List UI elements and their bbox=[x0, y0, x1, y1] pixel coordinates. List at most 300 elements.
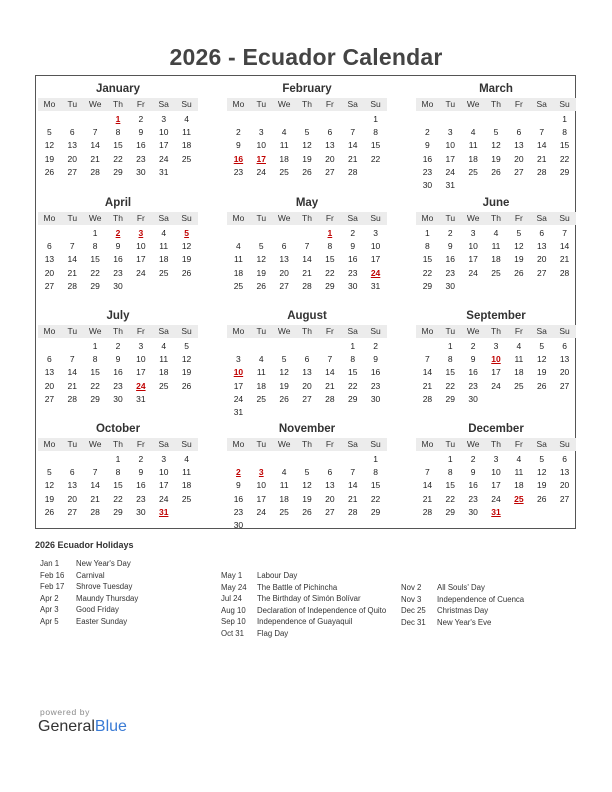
calendar-day: 1 bbox=[115, 454, 121, 464]
calendar-day: 17 bbox=[445, 153, 455, 164]
calendar-day: 19 bbox=[536, 480, 547, 491]
empty-cell bbox=[227, 453, 250, 466]
calendar-day: 21 bbox=[536, 153, 547, 164]
calendar-day: 13 bbox=[514, 140, 524, 151]
empty-cell bbox=[341, 113, 364, 126]
weekday-label: Fr bbox=[514, 213, 523, 223]
calendar-day: 23 bbox=[233, 506, 244, 517]
calendar-day: 12 bbox=[279, 367, 289, 378]
calendar-day: 3 bbox=[236, 354, 241, 365]
day-grid bbox=[416, 113, 576, 192]
calendar-day: 2 bbox=[138, 454, 144, 464]
calendar-day: 14 bbox=[422, 367, 433, 378]
holiday-name: Christmas Day bbox=[437, 606, 489, 615]
calendar-day: 17 bbox=[491, 480, 501, 491]
holiday-column bbox=[221, 570, 401, 639]
calendar-day: 25 bbox=[279, 506, 289, 517]
holiday-name: Shrove Tuesday bbox=[76, 582, 133, 591]
calendar-day: 22 bbox=[90, 267, 100, 278]
holiday-item bbox=[40, 604, 220, 616]
weekday-header bbox=[38, 98, 198, 111]
weekday-label: We bbox=[277, 439, 291, 449]
calendar-day: 3 bbox=[373, 228, 378, 238]
month-name: April bbox=[104, 197, 132, 209]
weekday-label: Fr bbox=[136, 326, 145, 336]
calendar-day: 30 bbox=[233, 519, 244, 530]
holiday-name: Independence of Guayaquil bbox=[257, 617, 353, 626]
calendar-day: 13 bbox=[67, 480, 77, 491]
calendar-day: 29 bbox=[113, 506, 123, 517]
calendar-day: 7 bbox=[425, 467, 430, 478]
calendar-day: 16 bbox=[113, 367, 123, 378]
empty-cell bbox=[38, 340, 61, 353]
calendar-day: 19 bbox=[44, 153, 55, 164]
calendar-day: 9 bbox=[138, 127, 144, 138]
calendar-day: 15 bbox=[370, 480, 381, 491]
holiday-item bbox=[221, 628, 401, 640]
day-grid bbox=[38, 227, 198, 293]
calendar-day: 5 bbox=[304, 127, 310, 138]
calendar-day: 3 bbox=[447, 127, 453, 138]
calendar-day: 22 bbox=[370, 493, 381, 504]
calendar-day: 1 bbox=[562, 114, 567, 124]
holiday-item bbox=[221, 593, 401, 605]
calendar-day: 9 bbox=[115, 241, 121, 252]
weekday-label: Sa bbox=[158, 99, 169, 109]
calendar-day: 9 bbox=[470, 467, 476, 478]
holiday-name: Independence of Cuenca bbox=[437, 594, 525, 604]
weekday-label: Tu bbox=[67, 99, 78, 109]
empty-cell bbox=[38, 453, 61, 466]
calendar-day: 13 bbox=[302, 367, 312, 378]
month-name: May bbox=[295, 197, 319, 209]
holiday-date: Nov 2 bbox=[401, 583, 422, 592]
month-name: September bbox=[466, 310, 526, 322]
calendar-day: 12 bbox=[536, 354, 547, 365]
weekday-label: Sa bbox=[158, 439, 169, 449]
calendar-day: 5 bbox=[516, 228, 522, 238]
calendar-day: 18 bbox=[514, 367, 524, 378]
weekday-label: Su bbox=[370, 99, 381, 109]
calendar-day: 7 bbox=[92, 127, 98, 138]
calendar-day: 3 bbox=[258, 127, 264, 138]
weekday-label: Th bbox=[491, 99, 501, 109]
calendar-day: 6 bbox=[304, 354, 310, 365]
calendar-day: 21 bbox=[67, 380, 77, 391]
calendar-day: 8 bbox=[92, 241, 98, 252]
holiday-date: Apr 5 bbox=[40, 616, 59, 626]
calendar-day: 16 bbox=[422, 153, 433, 164]
calendar-day: 26 bbox=[491, 166, 501, 177]
calendar-day: 7 bbox=[327, 354, 333, 365]
calendar-day: 25 bbox=[233, 280, 244, 291]
calendar-day: 6 bbox=[327, 127, 333, 138]
calendar-day: 28 bbox=[90, 506, 100, 517]
calendar-day: 28 bbox=[302, 280, 312, 291]
calendar-day: 17 bbox=[136, 367, 146, 378]
weekday-header bbox=[38, 212, 198, 225]
calendar-day: 21 bbox=[559, 254, 570, 265]
calendar-day: 28 bbox=[325, 393, 335, 404]
calendar-day: 28 bbox=[347, 506, 358, 517]
calendar-day: 10 bbox=[445, 140, 455, 151]
holiday-date: Sep 10 bbox=[221, 617, 246, 626]
calendar-day: 17 bbox=[158, 480, 169, 491]
calendar-day: 24 bbox=[445, 166, 455, 177]
weekday-label: We bbox=[277, 213, 291, 223]
month-january bbox=[38, 80, 198, 193]
weekday-label: Th bbox=[491, 439, 501, 449]
calendar-day: 21 bbox=[90, 153, 100, 164]
weekday-label: Su bbox=[181, 439, 192, 449]
weekday-label: Tu bbox=[445, 213, 456, 223]
calendar-day: 13 bbox=[44, 367, 55, 378]
empty-cell bbox=[416, 340, 439, 353]
calendar-day: 26 bbox=[44, 166, 55, 177]
day-grid bbox=[38, 453, 198, 519]
empty-cell bbox=[485, 113, 508, 126]
calendar-day: 4 bbox=[516, 454, 522, 464]
calendar-day: 27 bbox=[325, 166, 335, 177]
calendar-day: 27 bbox=[67, 506, 77, 517]
calendar-day: 10 bbox=[468, 241, 478, 252]
calendar-day: 4 bbox=[258, 354, 264, 365]
calendar-day: 16 bbox=[136, 480, 146, 491]
calendar-day: 24 bbox=[256, 506, 266, 517]
calendar-day: 26 bbox=[181, 267, 192, 278]
calendar-day: 8 bbox=[373, 467, 378, 478]
weekday-label: We bbox=[466, 326, 480, 336]
calendar-day: 7 bbox=[539, 127, 545, 138]
weekday-label: Mo bbox=[43, 99, 56, 109]
month-october bbox=[38, 420, 198, 533]
calendar-day: 23 bbox=[113, 267, 123, 278]
holiday-name: Maundy Thursday bbox=[76, 593, 139, 603]
calendar-day: 6 bbox=[69, 467, 75, 478]
calendar-day: 27 bbox=[325, 506, 335, 517]
holiday-item bbox=[40, 581, 220, 593]
empty-cell bbox=[38, 113, 61, 126]
calendar-day: 20 bbox=[514, 153, 524, 164]
calendar-day: 17 bbox=[370, 254, 381, 265]
holiday-date: May 1 bbox=[221, 571, 243, 580]
month-name: December bbox=[468, 423, 524, 435]
month-name: June bbox=[482, 197, 510, 209]
month-august bbox=[227, 307, 387, 420]
calendar-day: 24 bbox=[158, 493, 169, 504]
weekday-label: Th bbox=[491, 326, 501, 336]
calendar-day: 15 bbox=[90, 254, 100, 265]
weekday-label: Su bbox=[559, 99, 570, 109]
calendar-day: 25 bbox=[158, 380, 169, 391]
calendar-day: 8 bbox=[115, 127, 121, 138]
calendar-day: 10 bbox=[256, 480, 266, 491]
calendar-day: 14 bbox=[67, 254, 77, 265]
holiday-name: All Souls' Day bbox=[437, 583, 485, 592]
holiday-day: 31 bbox=[491, 506, 501, 517]
calendar-day: 7 bbox=[69, 354, 75, 365]
calendar-day: 31 bbox=[445, 179, 455, 190]
calendar-day: 23 bbox=[347, 267, 358, 278]
weekday-label: Tu bbox=[67, 326, 78, 336]
calendar-day: 3 bbox=[138, 341, 144, 351]
empty-cell bbox=[227, 227, 250, 240]
calendar-day: 28 bbox=[422, 393, 433, 404]
calendar-day: 4 bbox=[470, 127, 476, 138]
calendar-day: 7 bbox=[350, 127, 356, 138]
month-name: August bbox=[287, 310, 327, 322]
calendar-day: 29 bbox=[90, 393, 100, 404]
calendar-day: 24 bbox=[491, 380, 501, 391]
calendar-day: 12 bbox=[514, 241, 524, 252]
calendar-day: 7 bbox=[304, 241, 310, 252]
holiday-date: Nov 3 bbox=[401, 594, 422, 604]
calendar-day: 11 bbox=[234, 254, 243, 265]
calendar-day: 19 bbox=[181, 254, 192, 265]
calendar-day: 27 bbox=[536, 267, 547, 278]
calendar-day: 7 bbox=[562, 228, 567, 238]
calendar-day: 23 bbox=[468, 493, 478, 504]
calendar-day: 11 bbox=[514, 354, 524, 365]
month-april bbox=[38, 194, 198, 307]
calendar-day: 25 bbox=[279, 166, 289, 177]
calendar-day: 17 bbox=[158, 140, 169, 151]
page-title: 2026 - Ecuador Calendar bbox=[169, 44, 443, 70]
calendar-day: 5 bbox=[184, 341, 189, 351]
holiday-date: Dec 31 bbox=[401, 617, 426, 627]
empty-cell bbox=[416, 453, 439, 466]
calendar-day: 14 bbox=[422, 480, 433, 491]
calendar-day: 1 bbox=[447, 454, 453, 464]
holiday-date: Aug 10 bbox=[221, 605, 246, 615]
calendar-day: 12 bbox=[491, 140, 501, 151]
empty-cell bbox=[250, 227, 273, 240]
calendar-day: 29 bbox=[445, 393, 455, 404]
month-name: February bbox=[282, 83, 332, 95]
calendar-day: 31 bbox=[370, 280, 381, 291]
weekday-label: Tu bbox=[445, 439, 456, 449]
calendar-day: 11 bbox=[159, 241, 169, 252]
calendar-day: 6 bbox=[47, 241, 52, 252]
empty-cell bbox=[273, 227, 296, 240]
calendar-day: 12 bbox=[256, 254, 266, 265]
holiday-name: The Birthday of Simón Bolívar bbox=[257, 594, 361, 603]
calendar-day: 27 bbox=[67, 166, 77, 177]
weekday-label: Su bbox=[559, 439, 570, 449]
calendar-day: 24 bbox=[233, 393, 244, 404]
holiday-day: 24 bbox=[370, 267, 381, 278]
calendar-day: 12 bbox=[44, 480, 55, 491]
calendar-day: 28 bbox=[536, 166, 547, 177]
holiday-day: 3 bbox=[258, 467, 264, 478]
holiday-column bbox=[40, 558, 220, 627]
calendar-day: 15 bbox=[90, 367, 100, 378]
calendar-day: 8 bbox=[447, 354, 453, 365]
calendar-day: 22 bbox=[559, 153, 570, 164]
calendar-day: 16 bbox=[136, 140, 146, 151]
empty-cell bbox=[61, 453, 84, 466]
calendar-day: 18 bbox=[181, 480, 192, 491]
calendar-day: 31 bbox=[158, 166, 169, 177]
day-grid bbox=[38, 340, 198, 406]
calendar-day: 20 bbox=[325, 493, 335, 504]
calendar-day: 29 bbox=[347, 393, 358, 404]
calendar-day: 11 bbox=[514, 467, 524, 478]
calendar-day: 9 bbox=[373, 354, 378, 365]
month-name: July bbox=[106, 310, 130, 322]
calendar-day: 8 bbox=[373, 127, 378, 138]
empty-cell bbox=[227, 113, 250, 126]
calendar-day: 3 bbox=[493, 341, 499, 351]
calendar-day: 26 bbox=[302, 506, 312, 517]
calendar-day: 27 bbox=[302, 393, 312, 404]
empty-cell bbox=[61, 340, 84, 353]
weekday-header bbox=[38, 438, 198, 451]
calendar-day: 2 bbox=[236, 127, 241, 138]
calendar-day: 13 bbox=[325, 140, 335, 151]
calendar-day: 4 bbox=[281, 467, 287, 478]
weekday-label: Su bbox=[559, 213, 570, 223]
empty-cell bbox=[416, 113, 439, 126]
calendar-day: 28 bbox=[90, 166, 100, 177]
empty-cell bbox=[341, 453, 364, 466]
weekday-label: Th bbox=[302, 213, 312, 223]
calendar-day: 7 bbox=[425, 354, 430, 365]
calendar-day: 20 bbox=[44, 267, 55, 278]
weekday-label: Sa bbox=[536, 213, 547, 223]
calendar-day: 13 bbox=[536, 241, 547, 252]
month-november bbox=[227, 420, 387, 533]
calendar-day: 27 bbox=[44, 393, 55, 404]
calendar-day: 6 bbox=[516, 127, 522, 138]
calendar-day: 27 bbox=[44, 280, 55, 291]
calendar-day: 20 bbox=[44, 380, 55, 391]
weekday-label: Su bbox=[370, 439, 381, 449]
holiday-date: Feb 17 bbox=[40, 582, 65, 591]
calendar-day: 8 bbox=[327, 241, 333, 252]
calendar-day: 25 bbox=[514, 380, 524, 391]
weekday-label: Mo bbox=[232, 213, 245, 223]
empty-cell bbox=[318, 340, 341, 353]
calendar-day: 3 bbox=[161, 114, 167, 124]
holiday-name: New Year's Eve bbox=[437, 617, 492, 627]
weekday-label: We bbox=[277, 326, 291, 336]
calendar-day: 4 bbox=[281, 127, 287, 138]
calendar-day: 31 bbox=[233, 406, 244, 417]
generalblue-logo[interactable] bbox=[38, 718, 127, 736]
calendar-day: 25 bbox=[256, 393, 266, 404]
calendar-day: 11 bbox=[491, 241, 501, 252]
holiday-name: Labour Day bbox=[257, 571, 298, 580]
calendar-day: 12 bbox=[302, 480, 312, 491]
month-march bbox=[416, 80, 576, 193]
weekday-header bbox=[38, 325, 198, 338]
weekday-label: Th bbox=[302, 439, 312, 449]
holiday-date: Apr 3 bbox=[40, 605, 59, 614]
calendar-day: 4 bbox=[161, 341, 167, 351]
calendar-day: 18 bbox=[256, 380, 266, 391]
month-june bbox=[416, 194, 576, 307]
calendar-day: 10 bbox=[256, 140, 266, 151]
calendar-day: 14 bbox=[559, 241, 570, 252]
calendar-day: 10 bbox=[136, 241, 146, 252]
calendar-day: 10 bbox=[158, 467, 169, 478]
calendar-day: 12 bbox=[302, 140, 312, 151]
holiday-name: The Battle of Pichincha bbox=[257, 582, 338, 592]
calendar-day: 24 bbox=[468, 267, 478, 278]
calendar-day: 3 bbox=[470, 228, 476, 238]
empty-cell bbox=[273, 340, 296, 353]
calendar-day: 10 bbox=[370, 241, 381, 252]
weekday-label: Su bbox=[181, 99, 192, 109]
holiday-day: 1 bbox=[327, 228, 333, 238]
calendar-day: 6 bbox=[539, 228, 545, 238]
calendar-day: 21 bbox=[347, 153, 358, 164]
weekday-label: Mo bbox=[232, 439, 245, 449]
calendar-day: 29 bbox=[90, 280, 100, 291]
holiday-name: Flag Day bbox=[257, 628, 289, 638]
weekday-label: Fr bbox=[136, 439, 145, 449]
weekday-header bbox=[227, 212, 387, 225]
calendar-day: 21 bbox=[422, 493, 433, 504]
holiday-day: 25 bbox=[514, 493, 524, 504]
calendar-day: 31 bbox=[136, 393, 146, 404]
calendar-day: 9 bbox=[236, 140, 241, 151]
weekday-header bbox=[416, 325, 576, 338]
holiday-item bbox=[221, 582, 401, 594]
calendar-day: 16 bbox=[468, 367, 478, 378]
weekday-label: Th bbox=[113, 99, 123, 109]
calendar-day: 4 bbox=[493, 228, 499, 238]
holiday-day: 17 bbox=[256, 153, 266, 164]
holiday-date: Jan 1 bbox=[40, 559, 60, 568]
empty-cell bbox=[250, 113, 273, 126]
calendar-day: 8 bbox=[425, 241, 430, 252]
empty-cell bbox=[462, 113, 485, 126]
weekday-label: Fr bbox=[325, 213, 334, 223]
empty-cell bbox=[507, 113, 530, 126]
calendar-day: 16 bbox=[347, 254, 358, 265]
calendar-day: 22 bbox=[445, 380, 455, 391]
empty-cell bbox=[318, 453, 341, 466]
calendar-day: 20 bbox=[302, 380, 312, 391]
calendar-day: 26 bbox=[536, 380, 547, 391]
holiday-column bbox=[401, 582, 581, 628]
calendar-day: 7 bbox=[350, 467, 356, 478]
weekday-label: Th bbox=[491, 213, 501, 223]
weekday-label: Tu bbox=[256, 213, 267, 223]
month-name: October bbox=[95, 423, 141, 435]
calendar-day: 20 bbox=[536, 254, 547, 265]
holiday-day: 31 bbox=[158, 506, 169, 517]
empty-cell bbox=[61, 227, 84, 240]
calendar-day: 25 bbox=[158, 267, 169, 278]
calendar-day: 4 bbox=[184, 114, 189, 124]
calendar-day: 20 bbox=[67, 493, 77, 504]
month-may bbox=[227, 194, 387, 307]
calendar-day: 23 bbox=[136, 153, 146, 164]
calendar-day: 29 bbox=[325, 280, 335, 291]
holiday-item bbox=[40, 570, 220, 582]
calendar-day: 1 bbox=[447, 341, 453, 351]
calendar-day: 15 bbox=[422, 254, 433, 265]
calendar-day: 26 bbox=[181, 380, 192, 391]
weekday-label: Fr bbox=[325, 326, 334, 336]
calendar-day: 19 bbox=[536, 367, 547, 378]
calendar-day: 5 bbox=[47, 467, 52, 478]
calendar-day: 2 bbox=[470, 454, 476, 464]
calendar-day: 30 bbox=[445, 280, 455, 291]
